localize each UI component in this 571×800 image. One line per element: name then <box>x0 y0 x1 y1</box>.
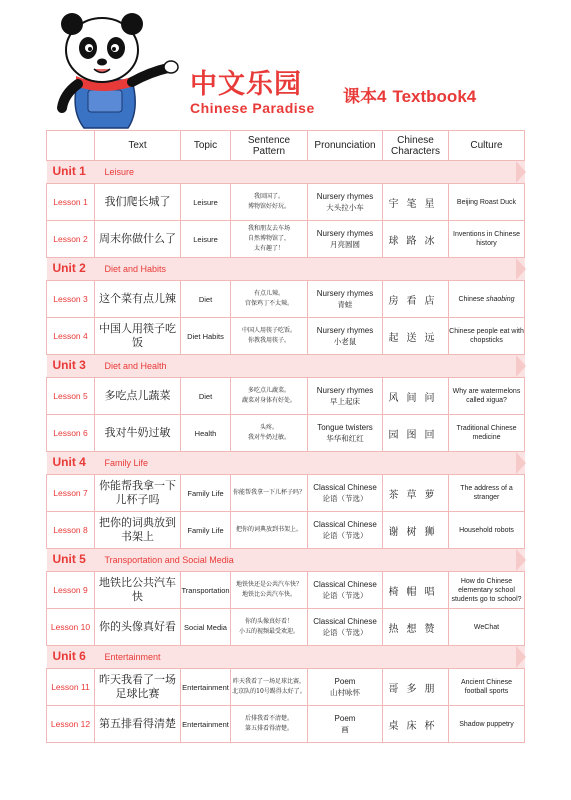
unit-title: Diet and Health <box>104 361 167 371</box>
table-row <box>47 184 525 221</box>
lesson-topic: Diet <box>181 281 231 318</box>
lesson-text: 你的头像真好看 <box>95 609 181 646</box>
lesson-characters: 热想赞 <box>383 609 449 646</box>
pronunciation-type: Classical Chinese <box>313 580 377 589</box>
unit-title: Entertainment <box>104 652 161 662</box>
sentence-pattern-line: 我对牛奶过敏。 <box>247 434 290 441</box>
table-row <box>47 572 525 609</box>
pronunciation-title: 大头拉小车 <box>326 203 364 212</box>
lesson-sentence-pattern <box>231 609 308 646</box>
unit-band <box>47 646 525 668</box>
lesson-characters: 桌床杯 <box>383 706 449 743</box>
lesson-culture <box>449 184 525 221</box>
unit-title: Family Life <box>104 458 149 468</box>
lesson-pronunciation <box>308 415 383 452</box>
lesson-sentence-pattern <box>231 378 308 415</box>
lesson-id: Lesson 4 <box>47 318 95 355</box>
sentence-pattern-line: 第五排看得清楚。 <box>244 725 293 732</box>
pronunciation-title: 论语（节选） <box>322 591 368 600</box>
sentence-pattern-line: 地铁快还是公共汽车快？ <box>235 581 302 588</box>
lesson-pronunciation <box>308 378 383 415</box>
lesson-id: Lesson 6 <box>47 415 95 452</box>
table-row <box>47 281 525 318</box>
unit-title: Diet and Habits <box>104 264 167 274</box>
lesson-id: Lesson 9 <box>47 572 95 609</box>
pronunciation-title: 山村咏怀 <box>330 688 360 697</box>
unit-row <box>47 161 525 184</box>
unit-band-cell <box>47 258 525 281</box>
sentence-pattern-line: 你能帮我拿一下儿杯子吗？ <box>232 489 305 496</box>
table-row <box>47 318 525 355</box>
textbook-label-en: Textbook4 <box>392 87 477 106</box>
lesson-text: 周末你做什么了 <box>95 221 181 258</box>
lesson-text: 中国人用筷子吃饭 <box>95 318 181 355</box>
column-header-sentence-pattern: Sentence Pattern <box>231 131 308 161</box>
unit-label: Unit 5 <box>52 552 86 566</box>
textbook-label-cn: 课本4 <box>343 87 387 106</box>
culture-text: WeChat <box>473 623 500 631</box>
unit-arrow-icon <box>516 452 526 474</box>
culture-text: The address of a stranger <box>460 485 513 501</box>
lesson-topic: Diet Habits <box>181 318 231 355</box>
lesson-topic: Health <box>181 415 231 452</box>
pronunciation-type: Classical Chinese <box>313 520 377 529</box>
table-row <box>47 706 525 743</box>
lesson-text: 多吃点儿蔬菜 <box>95 378 181 415</box>
lesson-characters: 球路冰 <box>383 221 449 258</box>
lesson-culture <box>449 415 525 452</box>
table-header-row <box>47 131 525 161</box>
lesson-text: 我对牛奶过敏 <box>95 415 181 452</box>
lesson-sentence-pattern <box>231 221 308 258</box>
unit-row <box>47 646 525 669</box>
culture-text: Chinese people eat with chopsticks <box>449 328 524 344</box>
unit-band <box>47 355 525 377</box>
textbook-label <box>343 82 476 107</box>
pronunciation-type: Nursery rhymes <box>316 386 374 395</box>
lesson-characters: 椅帽唱 <box>383 572 449 609</box>
pronunciation-title: 画 <box>341 725 349 734</box>
lesson-pronunciation <box>308 318 383 355</box>
lesson-characters: 谢树狮 <box>383 512 449 549</box>
lesson-text: 这个菜有点儿辣 <box>95 281 181 318</box>
sentence-pattern-line: 太有趣了！ <box>253 245 284 252</box>
unit-row <box>47 549 525 572</box>
table-row <box>47 221 525 258</box>
unit-arrow-icon <box>516 258 526 280</box>
sentence-pattern-line: 昨天我看了一场足球比赛， <box>232 678 305 685</box>
lesson-topic: Entertainment <box>181 669 231 706</box>
lesson-id: Lesson 8 <box>47 512 95 549</box>
unit-arrow-icon <box>516 549 526 571</box>
pronunciation-title: 华华和红红 <box>326 434 364 443</box>
unit-band <box>47 258 525 280</box>
pronunciation-title: 小老鼠 <box>333 337 357 346</box>
unit-label: Unit 4 <box>52 455 86 469</box>
table-row <box>47 609 525 646</box>
lesson-id: Lesson 11 <box>47 669 95 706</box>
lesson-culture <box>449 475 525 512</box>
unit-band-cell <box>47 355 525 378</box>
unit-row <box>47 258 525 281</box>
culture-text: Traditional Chinese medicine <box>456 425 517 441</box>
lesson-text: 把你的词典放到书架上 <box>95 512 181 549</box>
table-row <box>47 669 525 706</box>
lesson-culture <box>449 669 525 706</box>
unit-band-cell <box>47 452 525 475</box>
lesson-culture <box>449 378 525 415</box>
lesson-topic: Leisure <box>181 221 231 258</box>
lesson-sentence-pattern <box>231 706 308 743</box>
sentence-pattern-line: 我回国了。 <box>253 193 284 200</box>
column-header-chinese-characters: Chinese Characters <box>383 131 449 161</box>
panda-mascot-icon <box>40 10 190 132</box>
unit-row <box>47 355 525 378</box>
unit-label: Unit 6 <box>52 649 86 663</box>
table-row <box>47 378 525 415</box>
lesson-topic: Transportation <box>181 572 231 609</box>
lesson-culture <box>449 706 525 743</box>
lesson-culture <box>449 609 525 646</box>
sentence-pattern-line: 多吃点儿蔬菜。 <box>247 387 290 394</box>
pronunciation-type: Nursery rhymes <box>316 326 374 335</box>
unit-band <box>47 549 525 571</box>
culture-text: Shadow puppetry <box>459 720 514 728</box>
pronunciation-title: 青蛙 <box>337 300 353 309</box>
column-header-text: Text <box>95 131 181 161</box>
lesson-characters: 宇笔星 <box>383 184 449 221</box>
column-header-lesson <box>47 131 95 161</box>
sentence-pattern-line: 蔬菜对身体有好处。 <box>241 397 296 404</box>
column-header-pronunciation: Pronunciation <box>308 131 383 161</box>
table-row <box>47 475 525 512</box>
book-title-english: Chinese Paradise <box>190 100 315 116</box>
sentence-pattern-line: 你的头像真好看！ <box>244 618 293 625</box>
culture-text: Why are watermelons called xigua? <box>452 388 521 404</box>
sentence-pattern-line: 我和朋友去车场 <box>247 225 290 232</box>
pronunciation-type: Nursery rhymes <box>316 229 374 238</box>
lesson-culture <box>449 512 525 549</box>
table-row <box>47 512 525 549</box>
pronunciation-type: Poem <box>334 714 356 723</box>
unit-title: Leisure <box>104 167 135 177</box>
lesson-id: Lesson 3 <box>47 281 95 318</box>
unit-arrow-icon <box>516 355 526 377</box>
lesson-culture <box>449 318 525 355</box>
pronunciation-title: 论语（节选） <box>322 628 368 637</box>
lesson-sentence-pattern <box>231 475 308 512</box>
book-title-chinese: 中文乐园 <box>190 69 302 100</box>
lesson-sentence-pattern <box>231 184 308 221</box>
lesson-culture <box>449 281 525 318</box>
lesson-id: Lesson 5 <box>47 378 95 415</box>
culture-text: Beijing Roast Duck <box>456 198 517 206</box>
culture-text: Ancient Chinese football sports <box>461 679 512 695</box>
lesson-topic: Diet <box>181 378 231 415</box>
lesson-pronunciation <box>308 669 383 706</box>
unit-label: Unit 2 <box>52 261 86 275</box>
lesson-characters: 茶草萝 <box>383 475 449 512</box>
culture-text: Household robots <box>459 526 514 534</box>
lesson-text: 地铁比公共汽车快 <box>95 572 181 609</box>
lesson-pronunciation <box>308 572 383 609</box>
sentence-pattern-line: 地铁比公共汽车快。 <box>241 591 296 598</box>
lesson-characters: 风间问 <box>383 378 449 415</box>
unit-label: Unit 1 <box>52 164 86 178</box>
pronunciation-title: 论语（节选） <box>322 531 368 540</box>
lesson-characters: 房看店 <box>383 281 449 318</box>
lesson-sentence-pattern <box>231 572 308 609</box>
sentence-pattern-line: 把你的词典放到书架上。 <box>235 526 302 533</box>
sentence-pattern-line: 头疼。 <box>259 424 278 431</box>
lesson-characters: 哥多朋 <box>383 669 449 706</box>
unit-band-cell <box>47 549 525 572</box>
pronunciation-type: Classical Chinese <box>313 617 377 626</box>
lesson-id: Lesson 2 <box>47 221 95 258</box>
lesson-characters: 起送远 <box>383 318 449 355</box>
lesson-text: 你能帮我拿一下儿杯子吗 <box>95 475 181 512</box>
lesson-sentence-pattern <box>231 669 308 706</box>
unit-band <box>47 161 525 183</box>
lesson-id: Lesson 1 <box>47 184 95 221</box>
lesson-pronunciation <box>308 184 383 221</box>
sentence-pattern-line: 博物馆好好玩。 <box>247 203 290 210</box>
table-row <box>47 415 525 452</box>
sentence-pattern-line: 小五的视频最受欢迎。 <box>238 628 299 635</box>
culture-italic-text: shaobing <box>486 295 515 303</box>
lesson-culture <box>449 572 525 609</box>
lesson-pronunciation <box>308 221 383 258</box>
pronunciation-type: Poem <box>334 677 356 686</box>
lesson-pronunciation <box>308 281 383 318</box>
pronunciation-title: 早上起床 <box>330 397 360 406</box>
unit-band-cell <box>47 161 525 184</box>
pronunciation-title: 论语（节选） <box>322 494 368 503</box>
lesson-pronunciation <box>308 609 383 646</box>
lesson-id: Lesson 7 <box>47 475 95 512</box>
sentence-pattern-line: 中国人用筷子吃饭。 <box>241 327 296 334</box>
culture-text: Inventions in Chinese history <box>453 231 520 247</box>
unit-arrow-icon <box>516 646 526 668</box>
lesson-id: Lesson 10 <box>47 609 95 646</box>
lesson-sentence-pattern <box>231 281 308 318</box>
lesson-sentence-pattern <box>231 415 308 452</box>
sentence-pattern-line: 自然博物馆了， <box>247 235 290 242</box>
unit-title: Transportation and Social Media <box>104 555 234 565</box>
lesson-pronunciation <box>308 475 383 512</box>
lesson-topic: Entertainment <box>181 706 231 743</box>
sentence-pattern-line: 你教我用筷子。 <box>247 337 290 344</box>
page-header <box>0 0 571 128</box>
unit-band-cell <box>47 646 525 669</box>
pronunciation-title: 月亮圆圆 <box>330 240 360 249</box>
pronunciation-type: Nursery rhymes <box>316 289 374 298</box>
sentence-pattern-line: 北京队的10号踢得太好了。 <box>232 688 306 695</box>
column-header-topic: Topic <box>181 131 231 161</box>
unit-row <box>47 452 525 475</box>
lesson-characters: 园图回 <box>383 415 449 452</box>
sentence-pattern-line: 有点儿辣。 <box>253 290 284 297</box>
lesson-topic: Leisure <box>181 184 231 221</box>
culture-text: Chinese <box>458 295 487 303</box>
sentence-pattern-line: 宫保鸡丁不太辣。 <box>244 300 293 307</box>
lesson-text: 昨天我看了一场足球比赛 <box>95 669 181 706</box>
culture-text: How do Chinese elementary school students go to school? <box>451 577 522 603</box>
lesson-culture <box>449 221 525 258</box>
curriculum-table <box>46 130 525 743</box>
lesson-text: 我们爬长城了 <box>95 184 181 221</box>
pronunciation-type: Classical Chinese <box>313 483 377 492</box>
lesson-id: Lesson 12 <box>47 706 95 743</box>
unit-label: Unit 3 <box>52 358 86 372</box>
unit-band <box>47 452 525 474</box>
unit-arrow-icon <box>516 161 526 183</box>
lesson-text: 第五排看得清楚 <box>95 706 181 743</box>
lesson-topic: Family Life <box>181 512 231 549</box>
lesson-sentence-pattern <box>231 512 308 549</box>
sentence-pattern-line: 后排我看不清楚。 <box>244 715 293 722</box>
pronunciation-type: Tongue twisters <box>317 423 373 432</box>
column-header-culture: Culture <box>449 131 525 161</box>
lesson-topic: Social Media <box>181 609 231 646</box>
pronunciation-type: Nursery rhymes <box>316 192 374 201</box>
lesson-topic: Family Life <box>181 475 231 512</box>
lesson-sentence-pattern <box>231 318 308 355</box>
lesson-pronunciation <box>308 706 383 743</box>
lesson-pronunciation <box>308 512 383 549</box>
